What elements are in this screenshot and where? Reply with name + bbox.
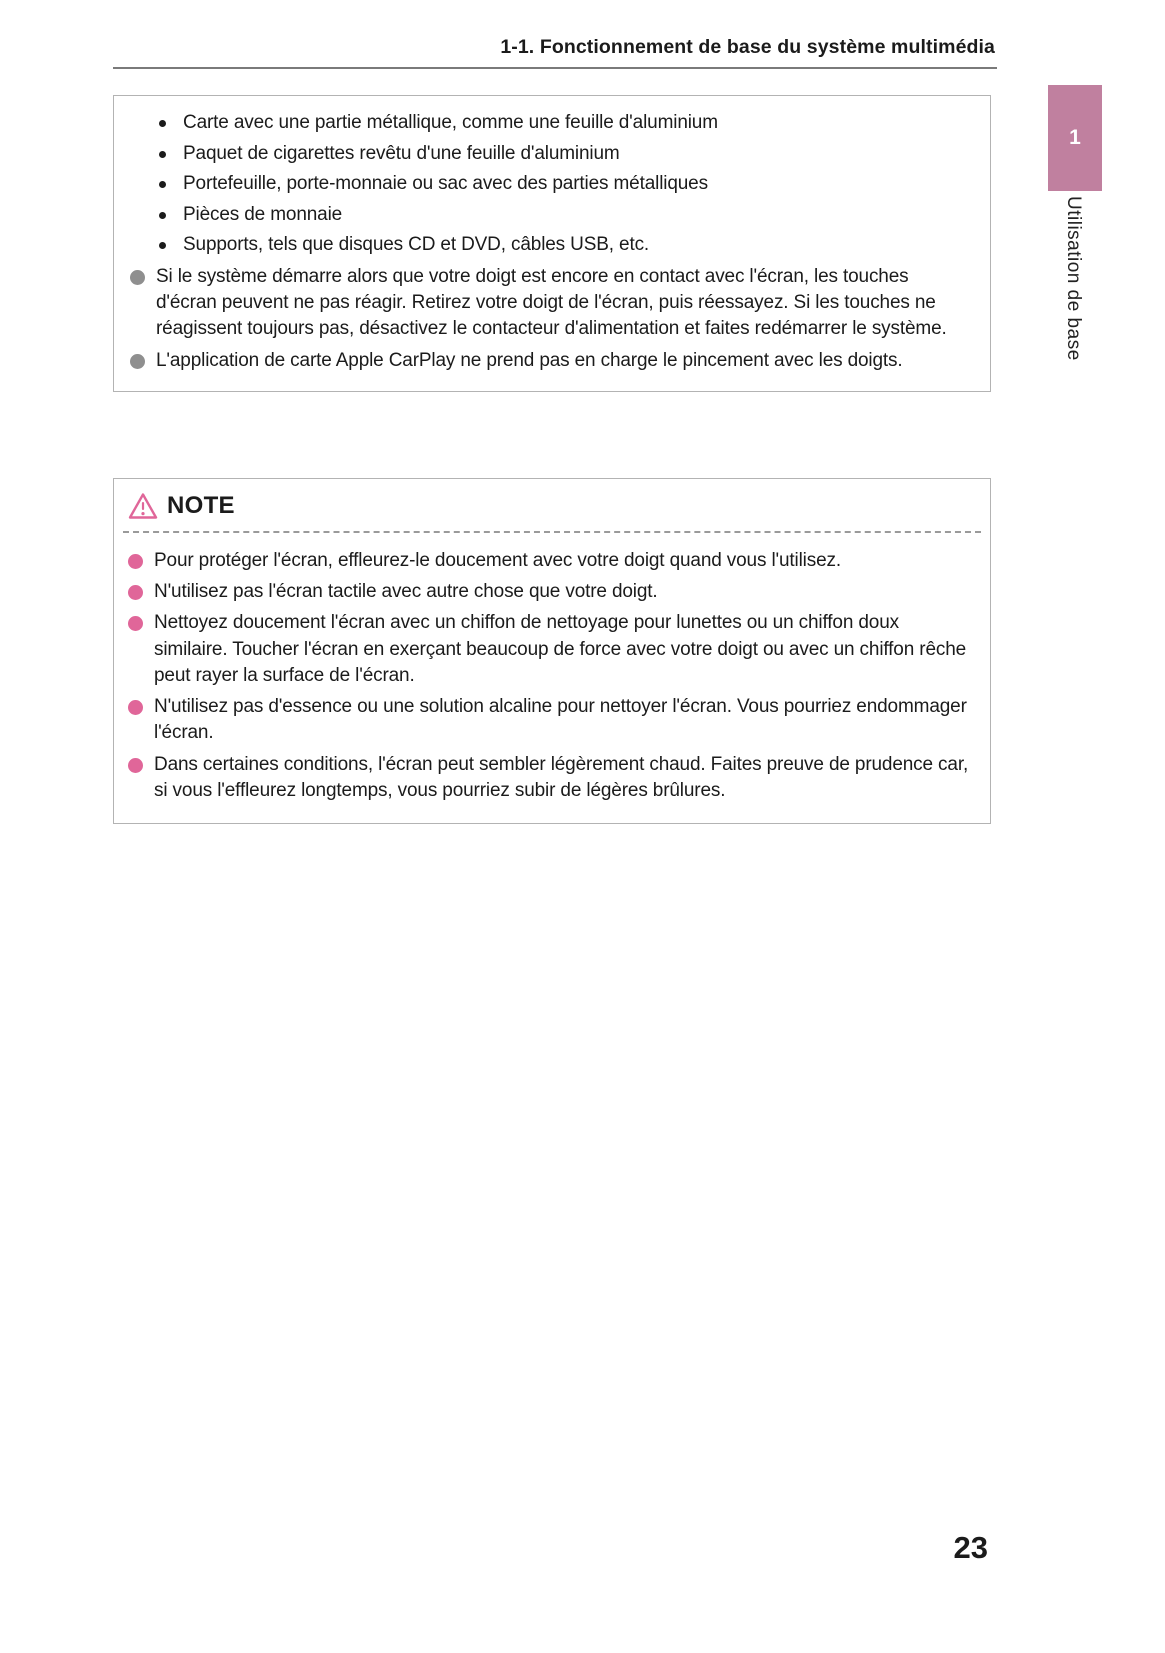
list-item bbox=[128, 752, 976, 804]
list-item bbox=[128, 548, 976, 574]
list-item-text: L'application de carte Apple CarPlay ne prend pas en charge le pincement avec les doigts. bbox=[156, 349, 903, 371]
list-item-text: Si le système démarre alors que votre doigt est encore en contact avec l'écran, les touches d'écran peuvent ne pas réagir. Retirez votre doigt de l'écran, puis réessayez. Si les touches ne réagissent toujours pas, désactivez le contacteur d'alimentation et faites redémarrer le système. bbox=[156, 265, 947, 340]
list-item-text: Paquet de cigarettes revêtu d'une feuille d'aluminium bbox=[183, 142, 620, 164]
bullet-dot-icon bbox=[159, 120, 166, 127]
bullet-circle-icon bbox=[128, 585, 143, 600]
list-item-text: Dans certaines conditions, l'écran peut sembler légèrement chaud. Faites preuve de prudence car, si vous l'effleurez longtemps, vous pourriez subir de légères brûlures. bbox=[154, 753, 969, 801]
bullet-circle-icon bbox=[130, 354, 145, 369]
list-item-text: Pièces de monnaie bbox=[183, 203, 343, 225]
header-divider bbox=[113, 67, 997, 69]
circle-bullet-list bbox=[130, 264, 974, 374]
list-item bbox=[128, 579, 976, 605]
list-item-text: Supports, tels que disques CD et DVD, câbles USB, etc. bbox=[183, 234, 650, 256]
list-item bbox=[130, 141, 974, 168]
list-item bbox=[128, 610, 976, 689]
bullet-dot-icon bbox=[159, 212, 166, 219]
chapter-label: Utilisation de base bbox=[1063, 196, 1084, 361]
info-box bbox=[113, 95, 991, 392]
bullet-circle-icon bbox=[128, 616, 143, 631]
bullet-circle-icon bbox=[128, 758, 143, 773]
chapter-tab bbox=[1048, 85, 1102, 191]
list-item-text: Pour protéger l'écran, effleurez-le doucement avec votre doigt quand vous l'utilisez. bbox=[154, 550, 841, 571]
list-item-text: Portefeuille, porte-monnaie ou sac avec des parties métalliques bbox=[183, 173, 708, 195]
page-title: 1-1. Fonctionnement de base du système multimédia bbox=[500, 36, 995, 58]
bullet-dot-icon bbox=[159, 151, 166, 158]
bullet-dot-icon bbox=[159, 181, 166, 188]
note-title: NOTE bbox=[167, 492, 235, 519]
list-item-text: N'utilisez pas l'écran tactile avec autre chose que votre doigt. bbox=[154, 581, 658, 603]
list-item bbox=[130, 171, 974, 198]
page-number: 23 bbox=[953, 1530, 988, 1565]
note-bullet-list bbox=[114, 533, 990, 823]
list-item-text: Nettoyez doucement l'écran avec un chiffon de nettoyage pour lunettes ou un chiffon doux similaire. Toucher l'écran en exerçant beaucoup de force avec votre doigt ou avec un chiffon rêche peut rayer la surface de l'écran. bbox=[154, 612, 967, 686]
list-item bbox=[130, 232, 974, 259]
chapter-number: 1 bbox=[1069, 126, 1081, 149]
list-item bbox=[130, 348, 974, 374]
warning-triangle-icon bbox=[128, 492, 158, 520]
bullet-circle-icon bbox=[128, 700, 143, 715]
dot-bullet-list bbox=[130, 110, 974, 259]
note-box bbox=[113, 478, 991, 824]
list-item bbox=[130, 110, 974, 137]
bullet-circle-icon bbox=[130, 270, 145, 285]
note-header bbox=[114, 479, 990, 531]
list-item bbox=[128, 694, 976, 746]
list-item-text: N'utilisez pas d'essence ou une solution alcaline pour nettoyer l'écran. Vous pourriez endommager l'écran. bbox=[154, 696, 967, 744]
bullet-circle-icon bbox=[128, 554, 143, 569]
bullet-dot-icon bbox=[159, 242, 166, 249]
list-item-text: Carte avec une partie métallique, comme une feuille d'aluminium bbox=[183, 112, 718, 133]
list-item bbox=[130, 264, 974, 343]
list-item bbox=[130, 202, 974, 229]
